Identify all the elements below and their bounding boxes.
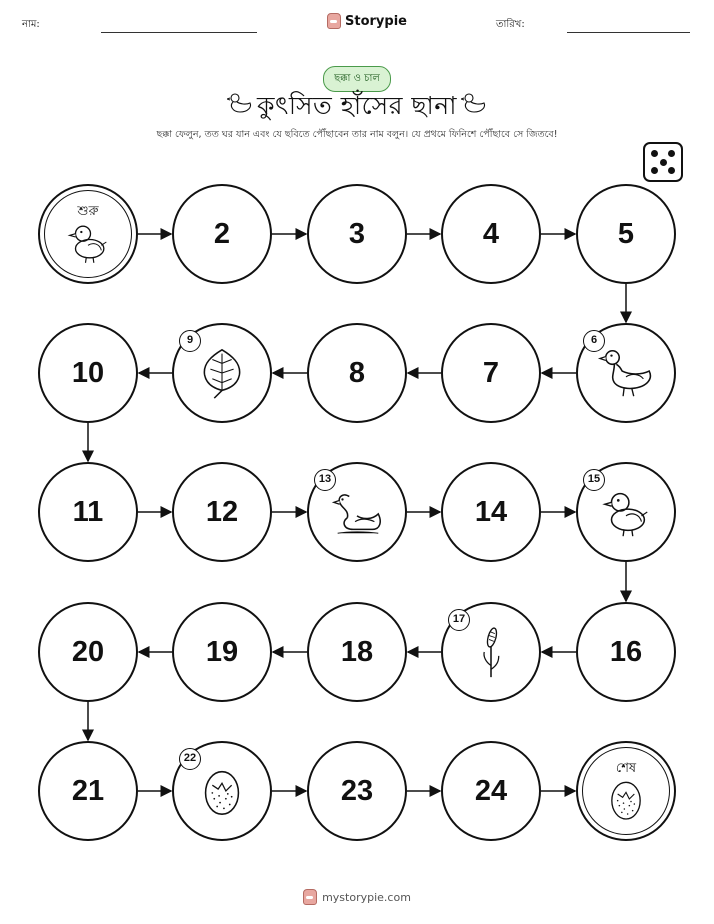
activity-tag: ছক্কা ও চাল (323, 66, 391, 92)
space-22 (172, 741, 272, 841)
space-number: 4 (482, 217, 500, 250)
space-number: 16 (609, 635, 643, 668)
leaf-icon (193, 344, 251, 402)
space-number: 21 (71, 774, 105, 807)
space-number: 8 (348, 356, 366, 389)
space-number-badge: 22 (179, 748, 201, 770)
space-19 (172, 602, 272, 702)
storypie-logo-icon (303, 889, 317, 905)
space-number: 23 (340, 774, 374, 807)
space-number: 3 (348, 217, 366, 250)
space-number: 24 (474, 774, 508, 807)
space-18 (307, 602, 407, 702)
swan-icon (328, 483, 386, 541)
space-number-badge: 15 (583, 469, 605, 491)
space-21 (38, 741, 138, 841)
space-15 (576, 462, 676, 562)
space-2 (172, 184, 272, 284)
space-number: 5 (617, 217, 635, 250)
space-number: 14 (474, 495, 508, 528)
space-number: 12 (205, 495, 239, 528)
space-number-badge: 6 (583, 330, 605, 352)
space-14 (441, 462, 541, 562)
space-11 (38, 462, 138, 562)
space-number: 20 (71, 635, 105, 668)
date-label: তারিখ: (496, 19, 525, 30)
footer (0, 889, 714, 905)
space-number: 7 (482, 356, 500, 389)
space-number-badge: 17 (448, 609, 470, 631)
space-17 (441, 602, 541, 702)
space-16 (576, 602, 676, 702)
space-5 (576, 184, 676, 284)
finish-space (576, 741, 676, 841)
space-number: 11 (72, 495, 104, 528)
duckling-icon (597, 483, 655, 541)
space-12 (172, 462, 272, 562)
space-9 (172, 323, 272, 423)
space-8 (307, 323, 407, 423)
space-6 (576, 323, 676, 423)
space-number-badge: 13 (314, 469, 336, 491)
space-3 (307, 184, 407, 284)
space-number: 19 (205, 635, 239, 668)
page-title: কুৎসিত হাঁসের ছানা (257, 91, 457, 120)
finish-label: শেষ (615, 761, 637, 776)
space-4 (441, 184, 541, 284)
space-13 (307, 462, 407, 562)
egg-icon (193, 762, 251, 820)
footer-site: mystorypie.com (322, 890, 411, 904)
space-number: 10 (71, 356, 105, 389)
space-number-badge: 9 (179, 330, 201, 352)
space-20 (38, 602, 138, 702)
start-space (38, 184, 138, 284)
name-label: নাম: (22, 19, 40, 30)
start-label: শুরু (77, 204, 99, 219)
space-number: 18 (340, 635, 374, 668)
space-24 (441, 741, 541, 841)
space-number: 2 (213, 217, 231, 250)
reed-icon (462, 623, 520, 681)
instructions: ছক্কা ফেলুন, তত ঘর যান এবং যে ছবিতে পৌঁছাবেন তার নাম বলুন। যে প্রথমে ফিনিশে পৌঁছাবে সে জিতবে! (156, 129, 558, 140)
duck-icon (597, 344, 655, 402)
space-7 (441, 323, 541, 423)
brand-name: Storypie (345, 13, 407, 29)
space-10 (38, 323, 138, 423)
space-23 (307, 741, 407, 841)
